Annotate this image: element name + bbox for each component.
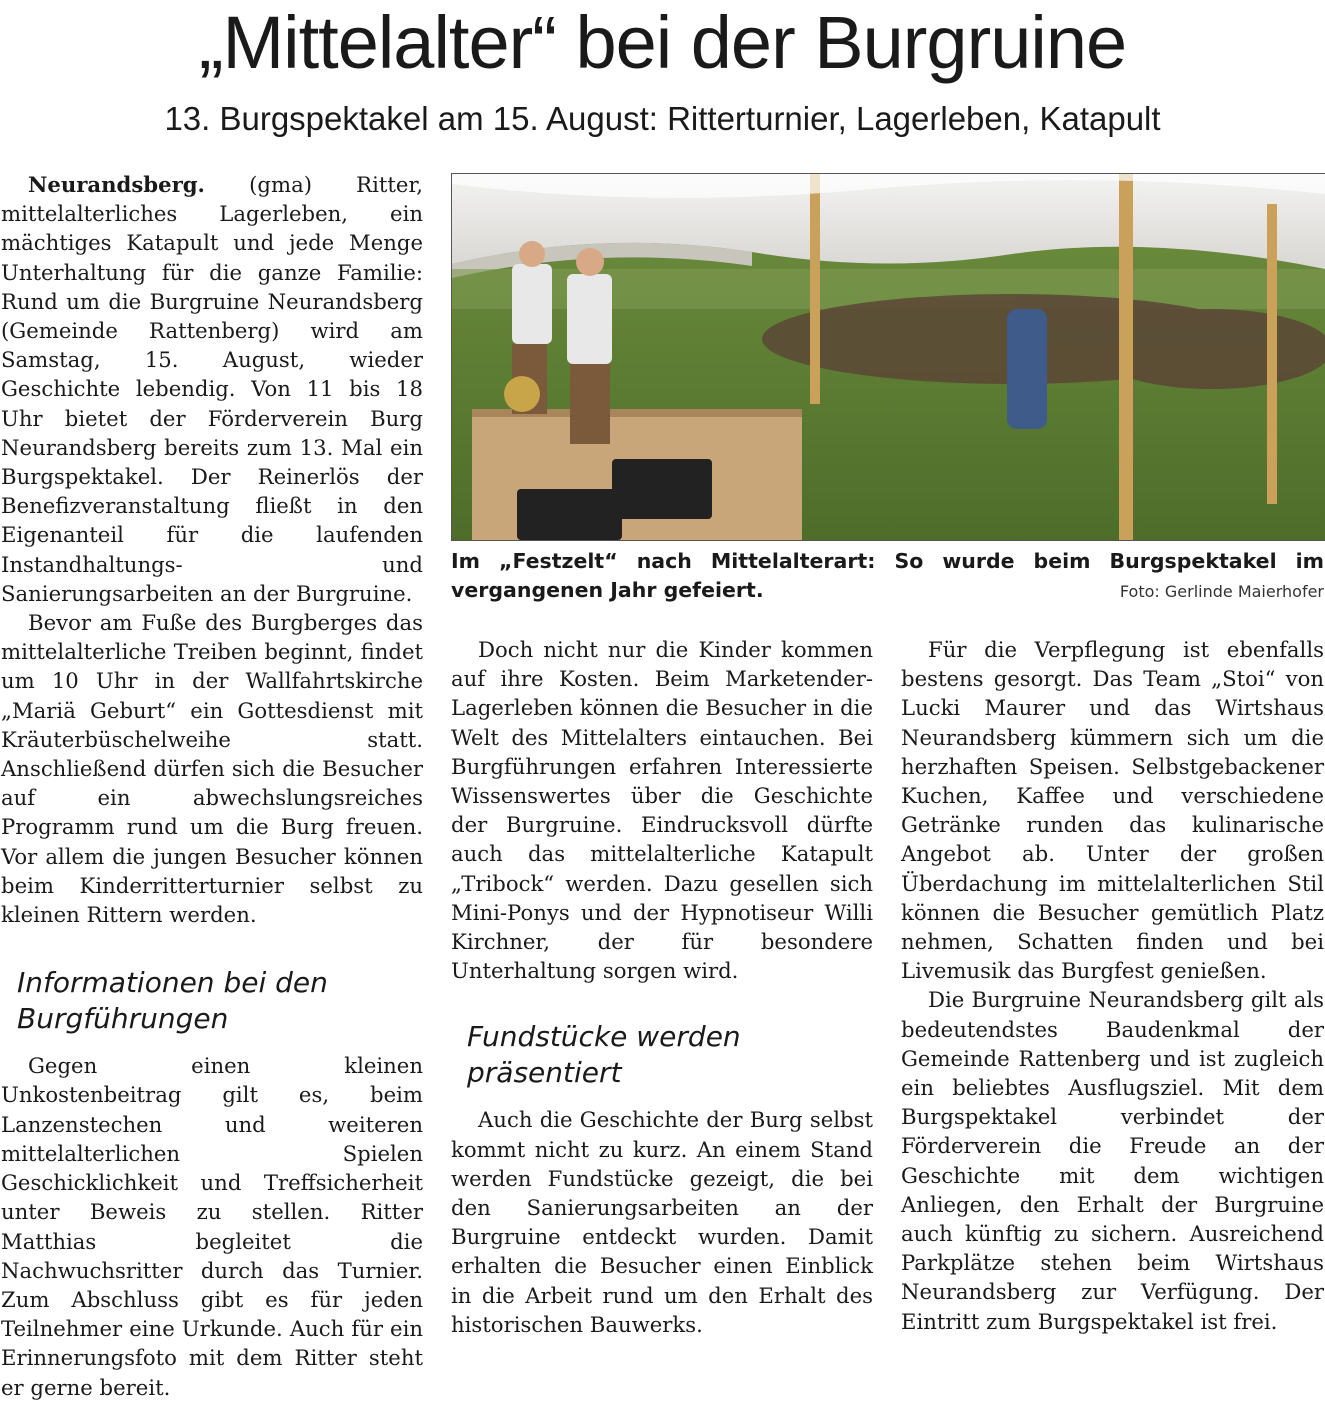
festival-tent-photo: [452, 174, 1325, 540]
paragraph-1-text: (gma) Ritter, mittelalterliches Lagerleben, ein mächtiges Katapult und jede Menge Unterhaltung für die ganze Familie: Rund um die Burgruine Neurandsberg (Gemeinde Rattenberg) wird am Samstag, 15. August, wieder Geschichte lebendig. Von 11 bis 18 Uhr bietet der Förderverein Burg Neurandsberg bereits zum 13. Mal ein Burgspektakel. Der Reinerlös der Benefizveranstaltung fließt in den Eigenanteil für die laufenden Instandhaltungs- und Sanierungsarbeiten an der Burgruine.: [1, 172, 423, 606]
subheadline: 13. Burgspektakel am 15. August: Ritterturnier, Lagerleben, Katapult: [164, 100, 1161, 137]
article-column-3: [901, 635, 1324, 1336]
event-photo: [451, 173, 1325, 541]
subheading-burgfuehrungen: Informationen bei den Burgführungen: [17, 966, 328, 1036]
article-column-1: [1, 170, 423, 1402]
paragraph-3: Gegen einen kleinen Unkostenbeitrag gilt es, beim Lanzenstechen und weiteren mittelalterlichen Spielen Geschicklichkeit und Treffsicherheit unter Beweis zu stellen. Ritter Matthias begleitet die Nachwuchsritter durch das Turnier. Zum Abschluss gibt es für jeden Teilnehmer eine Urkunde. Auch für ein Erinnerungsfoto mit dem Ritter steht er gerne bereit.: [1, 1053, 423, 1400]
photo-credit: Foto: Gerlinde Maierhofer: [1119, 582, 1324, 601]
paragraph-intro: [1, 170, 423, 608]
paragraph-4: Doch nicht nur die Kinder kommen auf ihre Kosten. Beim Marketender-Lagerleben können die Besucher in die Welt des Mittelalters eintauchen. Bei Burgführungen erfahren Interessierte Wissenswertes über die Geschichte der Burgruine. Eindrucksvoll dürfte auch das mittelalterliche Katapult „Tribock“ werden. Dazu gesellen sich Mini-Ponys und der Hypnotiseur Willi Kirchner, der für besondere Unterhaltung sorgen wird.: [451, 637, 873, 984]
paragraph-7: Die Burgruine Neurandsberg gilt als bedeutendstes Baudenkmal der Gemeinde Rattenberg und ist zugleich ein beliebtes Ausflugsziel. Mit dem Burgspektakel verbindet der Förderverein die Freude an der Geschichte mit dem wichtigen Anliegen, den Erhalt der Burgruine auch künftig zu sichern. Ausreichend Parkplätze stehen beim Wirtshaus Neurandsberg zur Verfügung. Der Eintritt zum Burgspektakel ist frei.: [901, 987, 1324, 1334]
paragraph-5: Auch die Geschichte der Burg selbst kommt nicht zu kurz. An einem Stand werden Fundstücke gezeigt, die bei den Sanierungsarbeiten an der Burgruine entdeckt wurden. Damit erhalten die Besucher einen Einblick in die Arbeit rund um den Erhalt des historischen Bauwerks.: [451, 1107, 873, 1337]
article-column-2: [451, 635, 873, 1339]
subheading-fundstuecke: Fundstücke werden präsentiert: [467, 1020, 741, 1090]
photo-caption: Im „Festzelt“ nach Mittelalterart: So wurde beim Burgspektakel im vergangenen Jahr gefeiert.: [451, 549, 1324, 602]
dateline: Neurandsberg.: [28, 172, 205, 197]
paragraph-6: Für die Verpflegung ist ebenfalls bestens gesorgt. Das Team „Stoi“ von Lucki Maurer und das Wirtshaus Neurandsberg kümmern sich um die herzhaften Speisen. Selbstgebackener Kuchen, Kaffee und verschiedene Getränke runden das kulinarische Angebot ab. Unter der großen Überdachung im mittelalterlichen Stil können die Besucher gemütlich Platz nehmen, Schatten finden und bei Livemusik das Burgfest genießen.: [901, 637, 1324, 984]
paragraph-2: Bevor am Fuße des Burgberges das mittelalterliche Treiben beginnt, findet um 10 Uhr in der Wallfahrtskirche „Mariä Geburt“ ein Gottesdienst mit Kräuterbüschelweihe statt. Anschließend dürfen sich die Besucher auf ein abwechslungsreiches Programm rund um die Burg freuen. Vor allem die jungen Besucher können beim Kinderritterturnier selbst zu kleinen Rittern werden.: [1, 610, 423, 928]
headline: „Mittelalter“ bei der Burgruine: [198, 1, 1127, 84]
